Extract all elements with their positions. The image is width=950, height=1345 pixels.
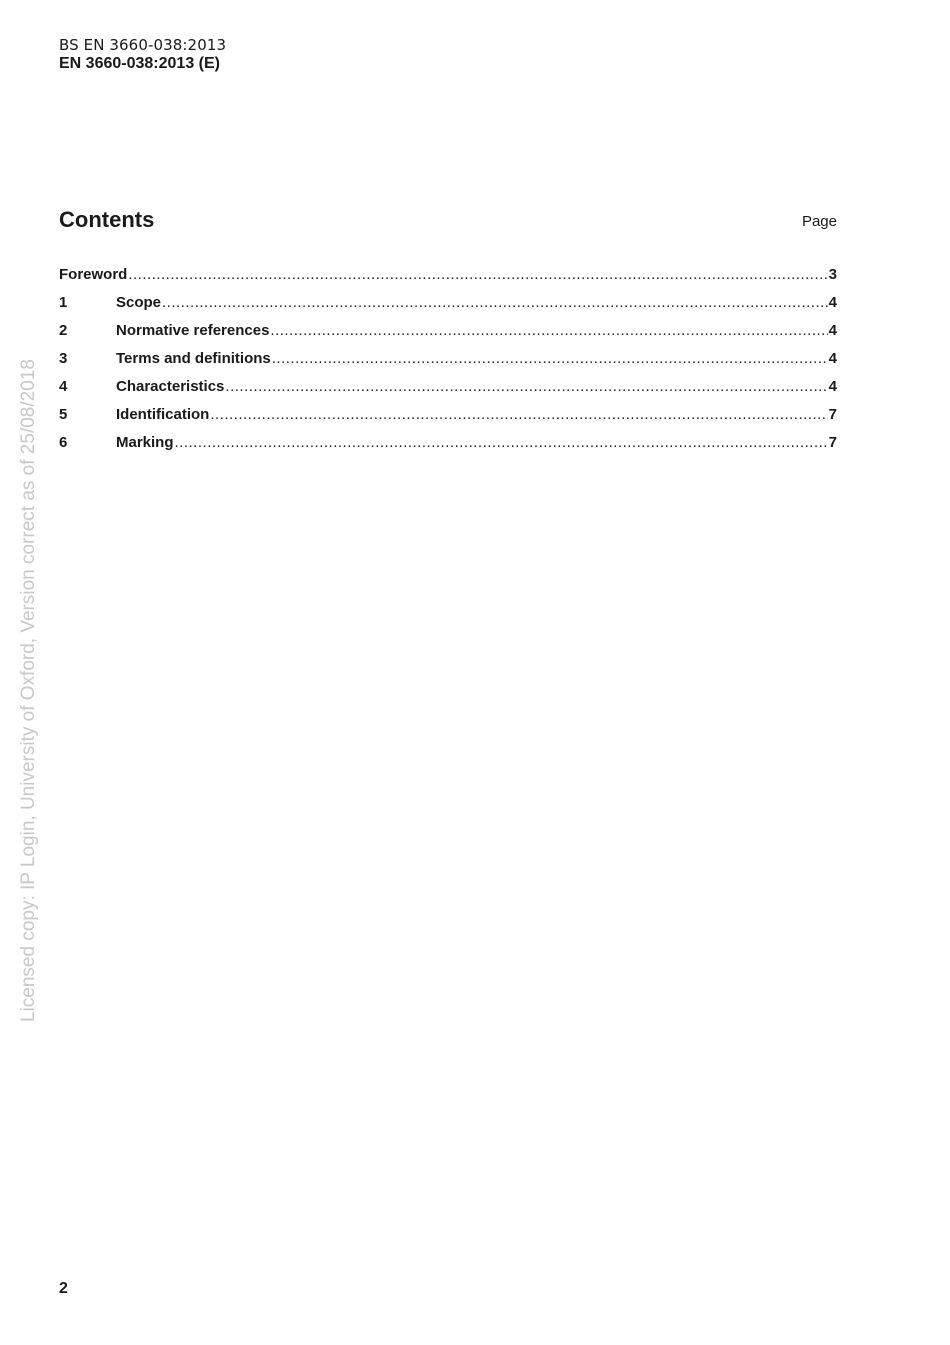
document-id: BS EN 3660-038:2013 [59, 36, 227, 54]
toc-entry-page: 4 [828, 322, 837, 339]
toc-dot-leader [210, 406, 827, 423]
toc-entry-number: 2 [59, 322, 68, 339]
toc-dot-leader [225, 378, 827, 395]
contents-heading: Contents [59, 207, 155, 232]
toc-entry-scope[interactable] [59, 294, 837, 322]
toc-entry-title: Terms and definitions [116, 350, 271, 367]
toc-dot-leader [175, 434, 828, 451]
toc-entry-identification[interactable] [59, 406, 837, 434]
document-id-en: EN 3660-038:2013 (E) [59, 55, 220, 72]
toc-dot-leader [162, 294, 828, 311]
toc-entry-page: 4 [828, 378, 837, 395]
toc-entry-title: Identification [116, 406, 210, 423]
license-watermark: Licensed copy: IP Login, University of Oxford, Version correct as of 25/08/2018 [18, 359, 39, 1022]
toc-entry-title: Normative references [116, 322, 270, 339]
toc-entry-marking[interactable] [59, 434, 837, 462]
toc-entry-number: 4 [59, 378, 68, 395]
toc-entry-page: 7 [828, 406, 837, 423]
toc-entry-foreword[interactable] [59, 266, 837, 294]
page-column-label: Page [801, 213, 837, 230]
toc-dot-leader [272, 350, 828, 367]
table-of-contents [59, 266, 837, 462]
toc-entry-title: Foreword [59, 266, 128, 283]
toc-dot-leader [270, 322, 827, 339]
toc-entry-number: 6 [59, 434, 68, 451]
toc-entry-normative-references[interactable] [59, 322, 837, 350]
toc-entry-number: 1 [59, 294, 68, 311]
toc-entry-title: Marking [116, 434, 174, 451]
toc-entry-page: 4 [828, 294, 837, 311]
toc-entry-number: 5 [59, 406, 68, 423]
toc-entry-page: 7 [828, 434, 837, 451]
page-number: 2 [59, 1280, 68, 1297]
toc-entry-page: 3 [828, 266, 837, 283]
toc-entry-characteristics[interactable] [59, 378, 837, 406]
toc-entry-title: Scope [116, 294, 162, 311]
toc-entry-number: 3 [59, 350, 68, 367]
toc-dot-leader [128, 266, 827, 283]
toc-entry-terms-and-definitions[interactable] [59, 350, 837, 378]
toc-entry-title: Characteristics [116, 378, 225, 395]
toc-entry-page: 4 [828, 350, 837, 367]
